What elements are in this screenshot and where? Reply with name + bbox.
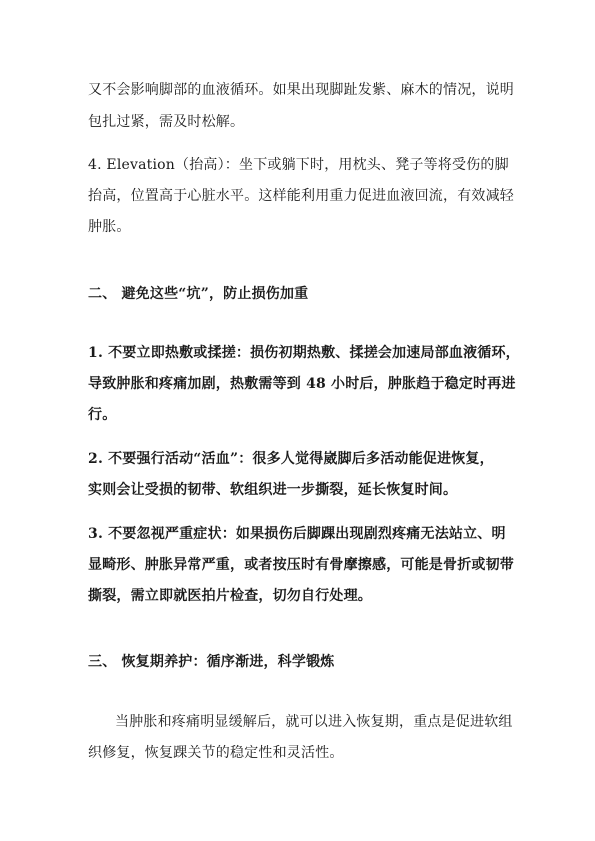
body-text-line: 显畸形、肿胀异常严重，或者按压时有骨摩擦感，可能是骨折或韧带 [88, 557, 514, 573]
body-text-line: 肿胀。 [88, 219, 131, 235]
list-item-avoid-ignoring: 3. 不要忽视严重症状：如果损伤后脚踝出现剧烈疼痛无法站立、明 [88, 526, 506, 542]
body-text-line: 包扎过紧，需及时松解。 [88, 114, 245, 130]
body-text-line: 导致肿胀和疼痛加剧，热敷需等到 48 小时后，肿胀趋于稳定时再进 [88, 376, 516, 392]
section-heading-recovery: 三、 恢复期养护：循序渐进，科学锻炼 [88, 654, 335, 670]
list-item-avoid-activity: 2. 不要强行活动“活血”：很多人觉得崴脚后多活动能促进恢复， [88, 451, 494, 467]
body-text-line: 又不会影响脚部的血液循环。如果出现脚趾发紫、麻木的情况，说明 [88, 82, 514, 98]
body-text-line: 实则会让受损的韧带、软组织进一步撕裂，延长恢复时间。 [88, 482, 458, 498]
list-item-elevation: 4. Elevation（抬高）：坐下或躺下时，用枕头、凳子等将受伤的脚 [88, 157, 509, 173]
body-text-line: 撕裂，需立即就医拍片检查，切勿自行处理。 [88, 588, 372, 604]
body-text-line: 抬高，位置高于心脏水平。这样能利用重力促进血液回流，有效减轻 [88, 188, 514, 204]
body-text-line: 行。 [88, 407, 117, 423]
list-item-avoid-heat: 1. 不要立即热敷或揉搓：损伤初期热敷、揉搓会加速局部血液循环， [88, 345, 520, 361]
body-text-line: 织修复，恢复踝关节的稳定性和灵活性。 [88, 745, 344, 761]
body-text-line: 当肿胀和疼痛明显缓解后，就可以进入恢复期，重点是促进软组 [115, 714, 513, 730]
section-heading-avoid: 二、 避免这些“坑”，防止损伤加重 [88, 286, 309, 302]
